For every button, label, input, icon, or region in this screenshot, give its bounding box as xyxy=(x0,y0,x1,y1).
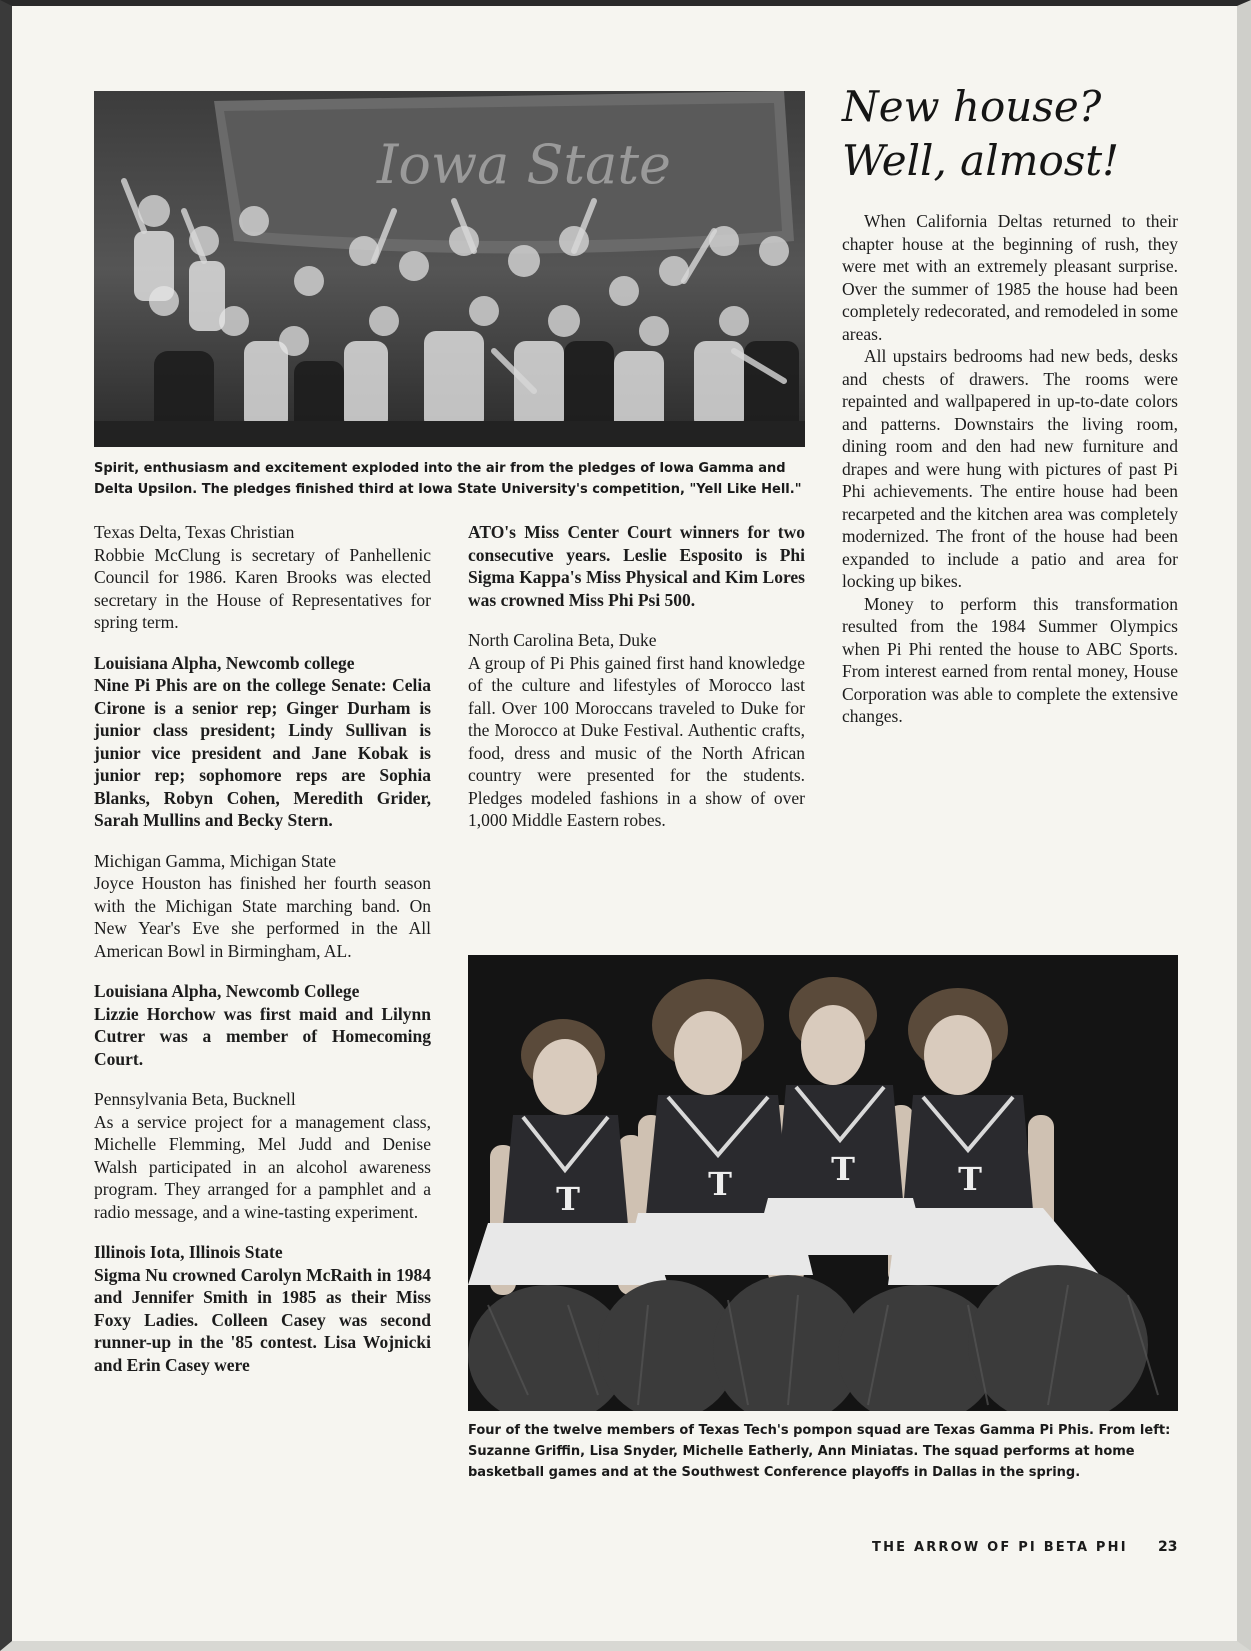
bottom-photo-caption: Four of the twelve members of Texas Tech's pompon squad are Texas Gamma Pi Phis. From left: Suzanne Griffin, Lisa Snyder, Michelle Eatherly, Ann Miniatas. The squad performs at home basketball games and at the Southwest Conference playoffs in Dallas in the spring. xyxy=(468,1423,1171,1480)
entry-text: Nine Pi Phis are on the college Senate: Celia Cirone is a senior rep; Ginger Durham is junior class president; Lindy Sullivan is junior vice president and Jane Kobak is junior rep; sophomore reps are Sophia Blanks, Robyn Cohen, Meredith Grider, Sarah Mullins and Becky Stern. xyxy=(94,675,431,830)
entry-chapter: Illinois Iota, Illinois State xyxy=(94,1242,283,1262)
entry-text: As a service project for a management class, Michelle Flemming, Mel Judd and Denise Walsh participated in an alcohol awareness program. They arranged for a pamphlet and a radio message, and a wine-tasting experiment. xyxy=(94,1111,431,1222)
entry-illinois-iota-continued xyxy=(468,521,805,611)
page-number: 23 xyxy=(1158,1539,1178,1555)
entry-text: ATO's Miss Center Court winners for two consecutive years. Leslie Esposito is Phi Sigma Kappa's Miss Physical and Kim Lores was crowned Miss Phi Psi 500. xyxy=(468,522,805,610)
entry-texas-delta xyxy=(94,521,431,634)
entry-chapter: North Carolina Beta, Duke xyxy=(468,630,657,650)
jersey-letter: T xyxy=(556,1180,580,1218)
entry-text: Robbie McClung is secretary of Panhellenic Council for 1986. Karen Brooks was elected secretary in the House of Representatives for spring term. xyxy=(94,544,431,632)
feature-title-line1: New house? xyxy=(842,82,1102,131)
feature-title xyxy=(842,80,1202,188)
entry-chapter: Texas Delta, Texas Christian xyxy=(94,522,295,542)
middle-column xyxy=(468,521,805,850)
entry-text: Sigma Nu crowned Carolyn McRaith in 1984 and Jennifer Smith in 1985 as their Miss Foxy Ladies. Colleen Casey was second runner-up in the '85 contest. Lisa Wojnicki and Erin Casey were xyxy=(94,1264,431,1375)
entry-text: Lizzie Horchow was first maid and Lilynn Cutrer was a member of Homecoming Court. xyxy=(94,1003,431,1069)
bottom-photo xyxy=(468,955,1178,1411)
entry-text: Joyce Houston has finished her fourth season with the Michigan State marching band. On New Year's Eve she performed in the All American Bowl in Birmingham, AL. xyxy=(94,873,431,961)
jersey-letter: T xyxy=(708,1165,732,1203)
feature-paragraph: When California Deltas returned to their chapter house at the beginning of rush, they were met with an extremely pleasant surprise. Over the summer of 1985 the house had been completely redecorated, and remodeled in some areas. xyxy=(842,211,1178,344)
entry-chapter: Michigan Gamma, Michigan State xyxy=(94,850,337,871)
jersey-letter: T xyxy=(958,1160,982,1198)
entry-michigan-gamma xyxy=(94,850,431,963)
banner-text: Iowa State xyxy=(377,133,671,196)
entry-text: A group of Pi Phis gained first hand knowledge of the culture and lifestyles of Morocco last fall. Over 100 Moroccans traveled to Duke for the Morocco at Duke Festival. Authentic crafts, food, dress and music of the North African country were presented for the students. Pledges modeled fashions in a show of over 1,000 Middle Eastern robes. xyxy=(468,652,805,830)
left-column xyxy=(94,521,431,1394)
top-photo-caption: Spirit, enthusiasm and excitement exploded into the air from the pledges of Iowa Gamma and Delta Upsilon. The pledges finished third at Iowa State University's competition, "Yell Like Hell." xyxy=(94,461,802,497)
entry-illinois-iota xyxy=(94,1241,431,1376)
feature-paragraph: Money to perform this transformation resulted from the 1984 Summer Olympics when Pi Phi rented the house to ABC Sports. From interest earned from rental money, House Corporation was able to complete the extensive changes. xyxy=(842,593,1178,726)
jersey-letter: T xyxy=(831,1150,855,1188)
entry-louisiana-alpha-senate xyxy=(94,652,431,832)
entry-pennsylvania-beta xyxy=(94,1088,431,1223)
entry-chapter: Pennsylvania Beta, Bucknell xyxy=(94,1089,296,1109)
feature-story xyxy=(842,210,1178,728)
top-photo xyxy=(94,91,805,447)
entry-chapter: Louisiana Alpha, Newcomb college xyxy=(94,652,355,673)
pompon-squad-photo-illustration xyxy=(468,955,1178,1411)
feature-paragraph: All upstairs bedrooms had new beds, desks and chests of drawers. The rooms were repainted and wallpapered in up-to-date colors and patterns. Downstairs the living room, dining room and den had new furniture and drapes and were hung with pictures of past Pi Phi achievements. The entire house had been recarpeted and the kitchen area was completely modernized. The front of the house had been expanded to include a patio and area for locking up bikes. xyxy=(842,346,1178,591)
entry-north-carolina-beta xyxy=(468,629,805,832)
crowd-photo-illustration xyxy=(94,91,805,447)
entry-louisiana-alpha-homecoming xyxy=(94,980,431,1070)
feature-title-line2: Well, almost! xyxy=(842,136,1120,185)
entry-chapter: Louisiana Alpha, Newcomb College xyxy=(94,981,360,1001)
publication-footer: THE ARROW OF PI BETA PHI xyxy=(872,1540,1128,1555)
